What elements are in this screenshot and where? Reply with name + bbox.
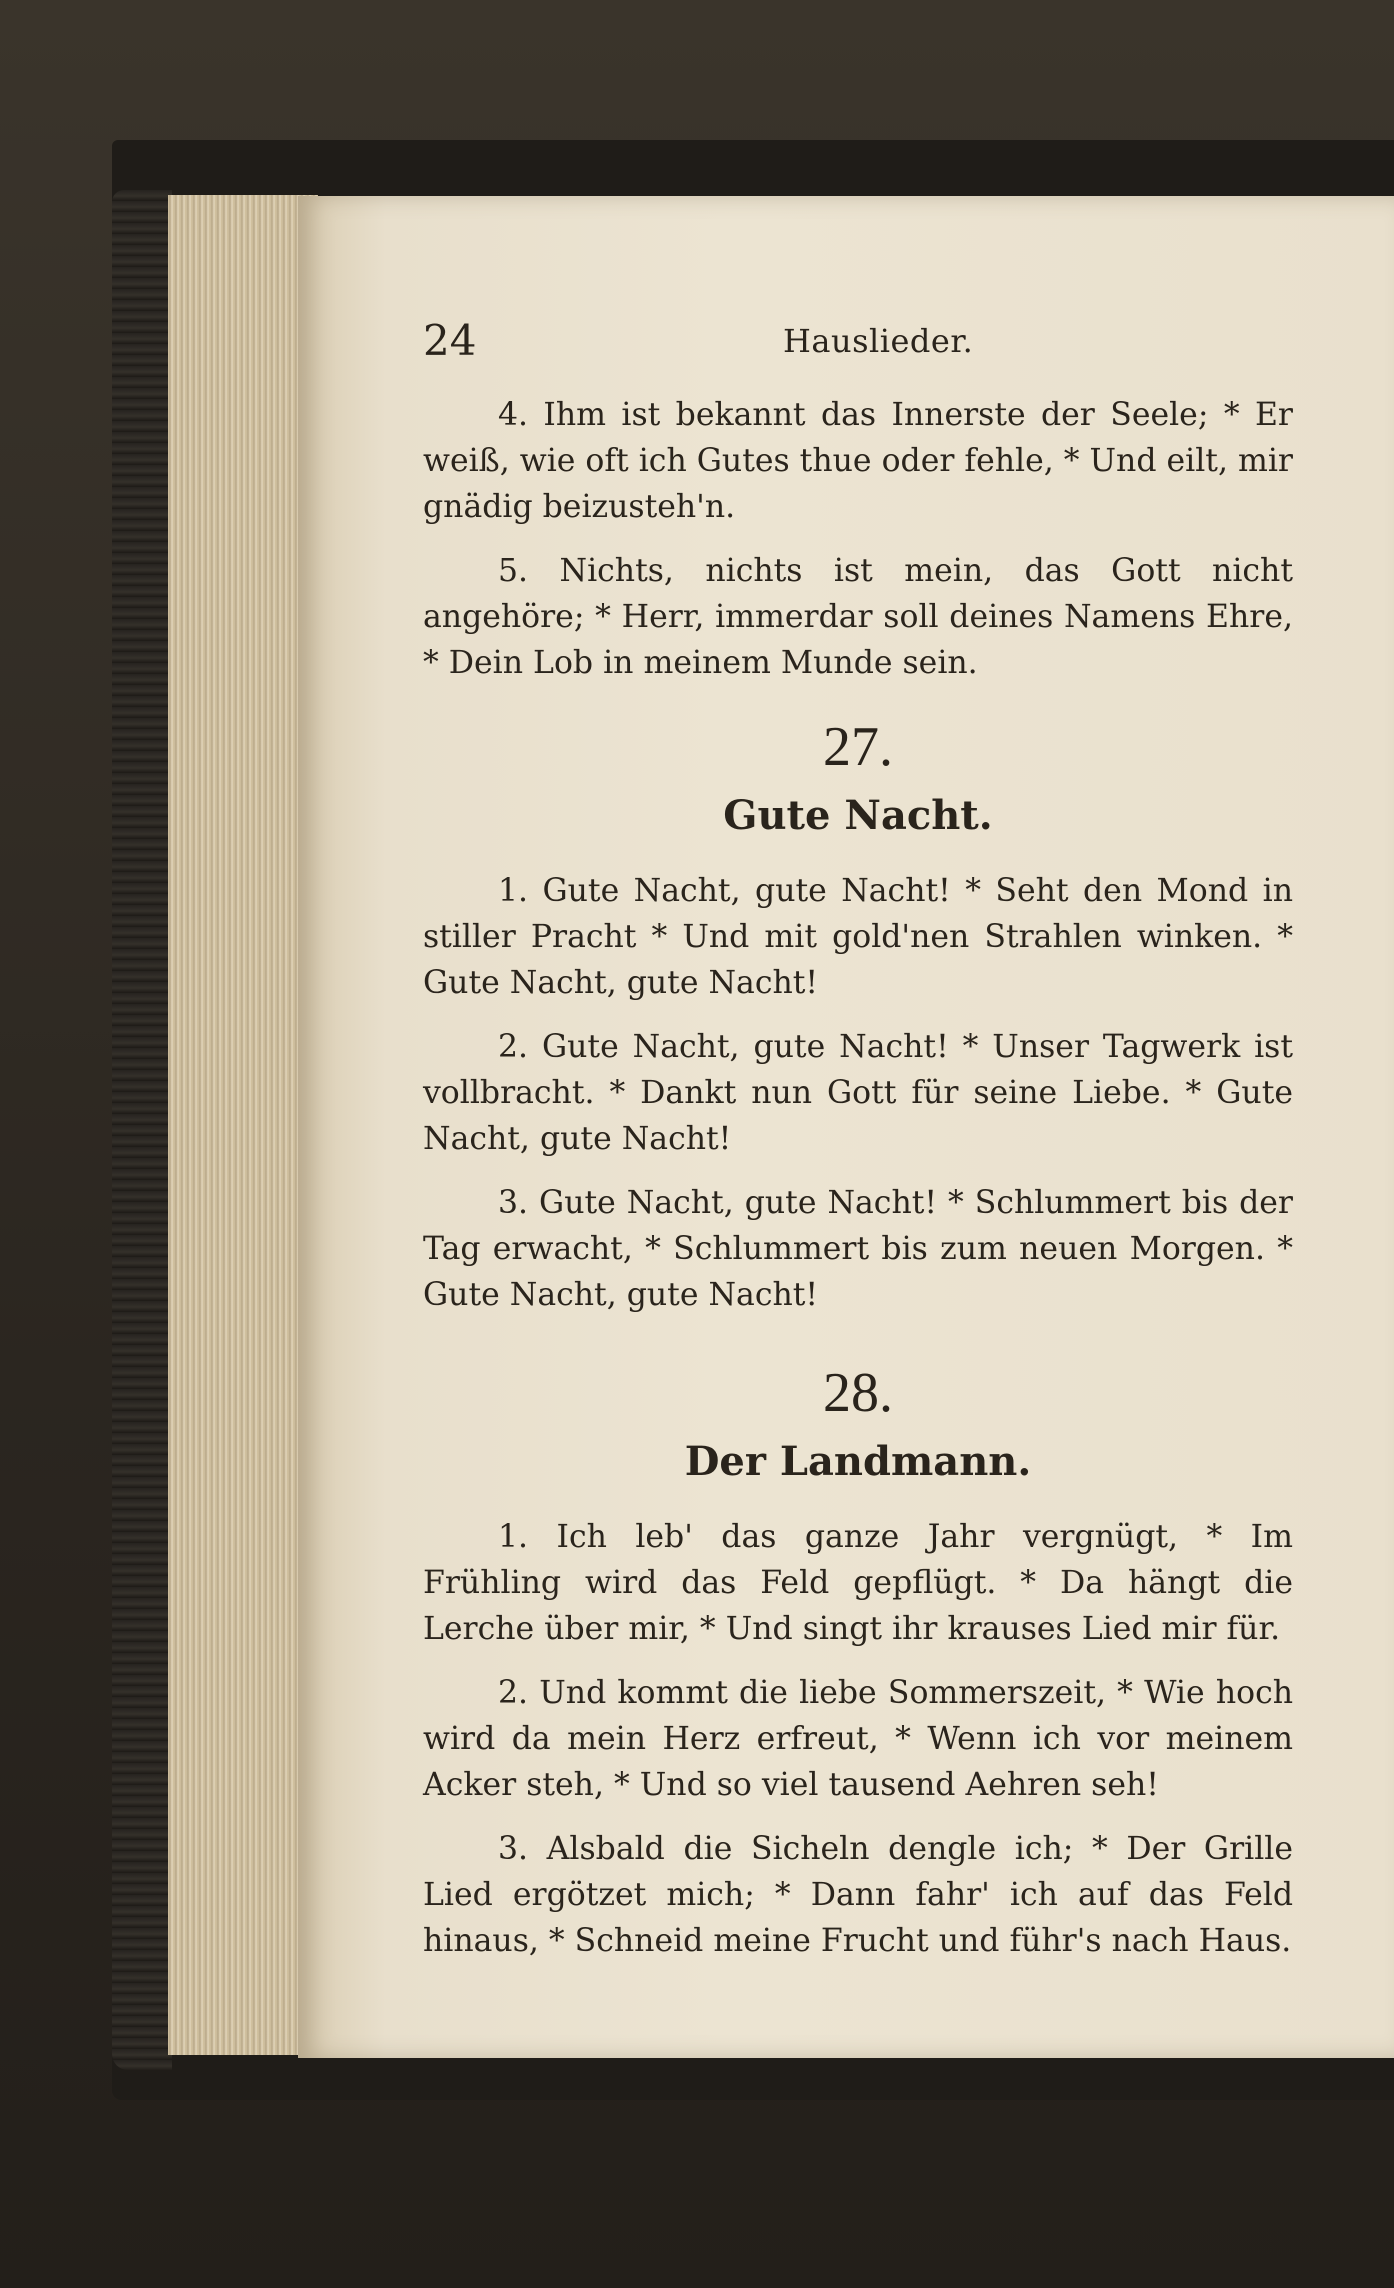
hymn-27-verse-1: 1. Gute Nacht, gute Nacht! * Seht den Mond in stiller Pracht * Und mit gold'nen Strahlen winken. * Gute Nacht, gute Nacht! bbox=[423, 873, 1293, 1001]
hymn-number-28: 28. bbox=[823, 1362, 893, 1424]
page-header bbox=[423, 316, 1293, 366]
verse-4: 4. Ihm ist bekannt das Innerste der Seele; * Er weiß, wie oft ich Gutes thue oder fehle, * Und eilt, mir gnädig beizusteh'n. bbox=[423, 397, 1293, 525]
page-edges bbox=[168, 195, 318, 2055]
hymn-number-27: 27. bbox=[823, 716, 893, 778]
verse-5: 5. Nichts, nichts ist mein, das Gott nicht angehöre; * Herr, immerdar soll deines Namens Ehre, * Dein Lob in meinem Munde sein. bbox=[423, 553, 1293, 681]
running-head: Hauslieder. bbox=[783, 322, 974, 360]
book-spine bbox=[112, 190, 172, 2070]
page-text bbox=[423, 392, 1293, 1964]
hymn-27-verse-3: 3. Gute Nacht, gute Nacht! * Schlummert bis der Tag erwacht, * Schlummert bis zum neuen Morgen. * Gute Nacht, gute Nacht! bbox=[423, 1185, 1293, 1313]
hymn-28-verse-2: 2. Und kommt die liebe Sommerszeit, * Wie hoch wird da mein Herz erfreut, * Wenn ich vor meinem Acker steh, * Und so viel tausend Aehren seh! bbox=[423, 1675, 1293, 1803]
page-number: 24 bbox=[423, 316, 477, 365]
hymn-title-28: Der Landmann. bbox=[684, 1438, 1032, 1485]
hymn-28-verse-1: 1. Ich leb' das ganze Jahr vergnügt, * Im Frühling wird das Feld gepflügt. * Da hängt die Lerche über mir, * Und singt ihr krauses Lied mir für. bbox=[423, 1519, 1293, 1647]
hymn-28-verse-3: 3. Alsbald die Sicheln dengle ich; * Der Grille Lied ergötzet mich; * Dann fahr' ich auf das Feld hinaus, * Schneid meine Frucht und führ's nach Haus. bbox=[423, 1831, 1293, 1959]
hymn-title-27: Gute Nacht. bbox=[723, 792, 993, 839]
hymn-27-verse-2: 2. Gute Nacht, gute Nacht! * Unser Tagwerk ist vollbracht. * Dankt nun Gott für seine Liebe. * Gute Nacht, gute Nacht! bbox=[423, 1029, 1293, 1157]
